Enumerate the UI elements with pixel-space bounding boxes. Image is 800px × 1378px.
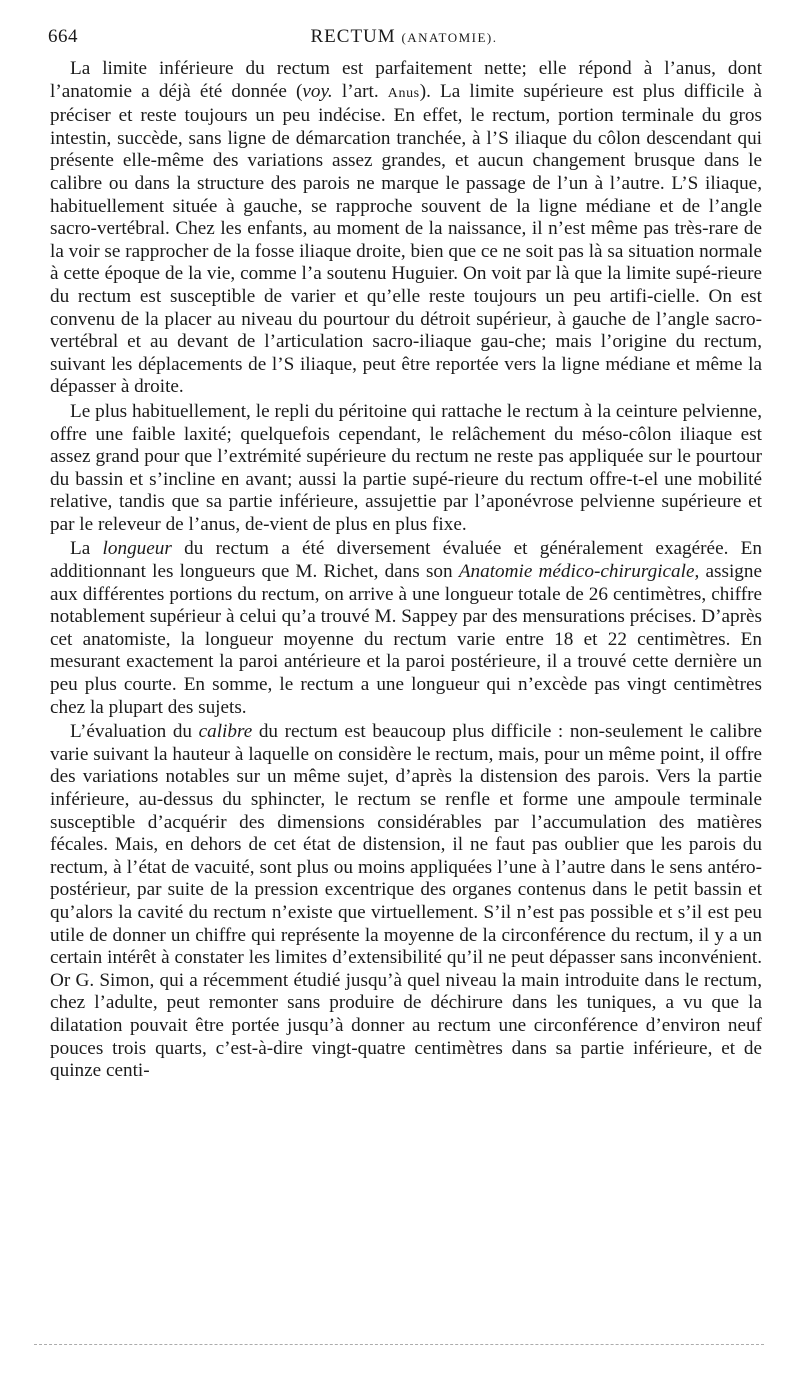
page-number: 664 (48, 26, 78, 47)
text-run: l’art. (332, 80, 388, 102)
footer-rule (34, 1344, 764, 1345)
paragraph-calibre (50, 721, 762, 1083)
italic-longueur: longueur (102, 538, 172, 560)
paragraph-peritoneum (50, 401, 762, 537)
text-run: La limite inférieure du rectum est parfaitement nette; elle répond à l’anus, dont l’anatomie a déjà été donnée ( (50, 58, 762, 102)
text-run: du rectum est beaucoup plus difficile : non-seulement le calibre varie suivant la hauteur à laquelle on considère le rectum, mais, pour un même point, il offre des variations notables sur un même sujet, d’après la distension des parois. Vers la partie inférieure, au-dessus du sphincter, le rectum se renfle et forme une ampoule terminale susceptible d’acquérir des dimensions considérables par l’accumulation des matières fécales. Mais, en dehors de cet état de distension, il ne faut pas oublier que les parois du rectum, à l’état de vacuité, sont plus ou moins appliquées l’une à l’autre dans le sens antéro-postérieur, par suite de la pression excentrique des organes contenus dans le petit bassin et qu’alors la cavité du rectum n’existe que virtuellement. S’il n’est pas possible et s’il est peu utile de donner un chiffre qui représente la moyenne de la circonférence du rectum, il y a un certain intérêt à constater les limites d’extensibilité qu’il ne peut dépasser sans inconvénient. Or G. Simon, qui a récemment étudié jusqu’à quel niveau la main introduite dans le rectum, chez l’adulte, peut remonter sans produire de déchirure dans les tuniques, a vu que la dilatation pouvait être portée jusqu’à donner au rectum une circonférence d’environ neuf pouces trois quarts, c’est-à-dire vingt-quatre centimètres dans sa partie inférieure, et de quinze centi- (50, 721, 762, 1082)
small-caps-anus: Anus (387, 85, 420, 101)
text-run: La (70, 538, 103, 560)
italic-calibre: calibre (198, 721, 253, 743)
text-run: du rectum a été diversement évaluée et généralement exagérée. En additionnant les longueurs que M. Richet, dans son (50, 538, 762, 583)
page-header (48, 24, 760, 54)
text-run: L’évaluation du (70, 721, 199, 743)
text-run: , assigne aux différentes portions du rectum, on arrive à une longueur totale de 26 centimètres, chiffre notablement supérieur à celui qu’a trouvé M. Sappey par des mensurations précises. D’après cet anatomiste, la longueur moyenne du rectum varie entre 18 et 22 centimètres. En mesurant exactement la paroi antérieure et la paroi postérieure, il a trouvé cette dernière un peu plus courte. En somme, le rectum a une longueur qui n’excède pas vingt centimètres chez la plupart des sujets. (50, 561, 762, 718)
italic-voy: voy. (302, 80, 333, 102)
paragraph-longueur (50, 538, 762, 719)
body-text (50, 58, 762, 1083)
running-head-title: RECTUM (310, 26, 396, 47)
running-head-subtitle: (ANATOMIE). (401, 30, 498, 45)
paragraph-rectum-limits (50, 58, 762, 399)
text-run: Le plus habituellement, le repli du péritoine qui rattache le rectum à la ceinture pelvienne, offre une faible laxité; quelquefois cependant, le relâchement du méso-côlon iliaque est assez grand pour que l’extrémité supérieure du rectum ne reste pas appliquée sur le pourtour du bassin et s’incline en avant; aussi la partie supé-rieure du rectum offre-t-el une mobilité relative, tandis que sa partie inférieure, assujettie par l’aponévrose pelvienne supérieure et par le releveur de l’anus, de-vient de plus en plus fixe. (50, 400, 762, 535)
running-head (48, 26, 760, 48)
text-run: ). La limite supérieure est plus difficile à préciser et reste toujours un peu indécise. En effet, le rectum, portion terminale du gros intestin, succède, sans ligne de démarcation tranchée, à l’S iliaque du côlon descendant qui présente elle-même des variations assez grandes, et aucun changement brusque dans le calibre ou dans la structure des parois ne marque le passage de l’un à l’autre. L’S iliaque, habituellement située à gauche, se rapproche souvent de la ligne médiane et de l’angle sacro-vertébral. Chez les enfants, au moment de la naissance, il n’est même pas très-rare de la voir se rapprocher de la fosse iliaque droite, bien que ce ne soit pas là sa situation normale à cette époque de la vie, comme l’a soutenu Huguier. On voit par là que la limite supé-rieure du rectum est susceptible de varier et qu’elle reste toujours un peu artifi-cielle. On est convenu de la placer au niveau du pourtour du détroit supérieur, à gauche de l’angle sacro-vertébral et au devant de l’articulation sacro-iliaque gau-che; mais l’origine du rectum, suivant les déplacements de l’S iliaque, peut être reportée vers la ligne médiane et même la dépasser à droite. (50, 80, 762, 398)
italic-anatomie: Anatomie médico-chirurgicale (458, 561, 695, 583)
